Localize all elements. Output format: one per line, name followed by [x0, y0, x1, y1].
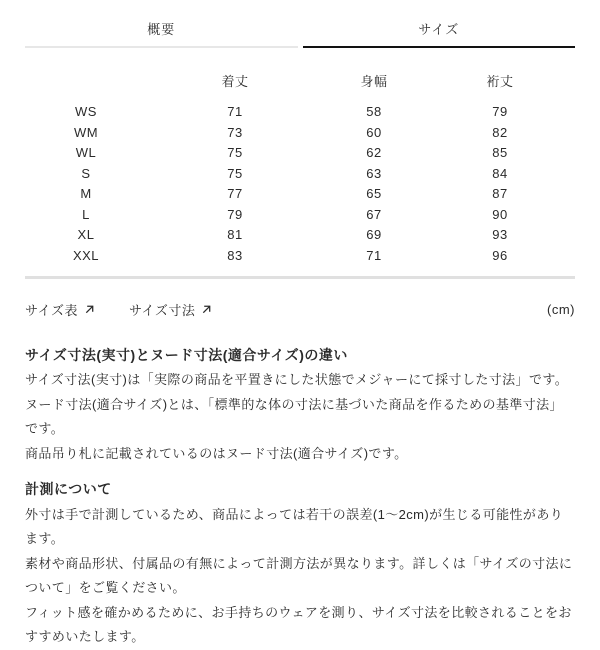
table-row: [25, 143, 575, 164]
size-chart-link[interactable]: [25, 300, 95, 319]
cell-value: 60: [366, 124, 382, 140]
tab-overview[interactable]: [25, 0, 298, 48]
row-size-label: S: [81, 165, 91, 181]
cell-value: 85: [492, 145, 508, 161]
size-dimensions-link[interactable]: [129, 300, 212, 319]
section-paragraph: サイズ寸法(実寸)は「実際の商品を平置きにした状態でメジャーにて採寸した寸法」です。: [25, 372, 569, 387]
table-row: [25, 163, 575, 184]
cell-value: 63: [366, 165, 382, 181]
section-divider: [25, 276, 575, 279]
section-paragraph: 外寸は手で計測しているため、商品によっては若干の誤差(1〜2cm)が生じる可能性があります。: [25, 506, 564, 546]
cell-value: 58: [366, 104, 382, 120]
external-link-arrow-icon: [201, 304, 212, 315]
table-row: [25, 102, 575, 123]
row-size-label: M: [80, 186, 92, 202]
row-size-label: WL: [75, 145, 97, 161]
cell-value: 82: [492, 124, 508, 140]
cell-value: 77: [227, 186, 243, 202]
section-heading: 計測について: [25, 481, 112, 497]
row-size-label: WS: [75, 104, 97, 120]
column-header-body-width: 身幅: [360, 73, 388, 89]
section-heading: サイズ寸法(実寸)とヌード寸法(適合サイズ)の違い: [25, 346, 348, 363]
row-size-label: XXL: [72, 247, 100, 263]
row-size-label: XL: [77, 227, 95, 243]
size-chart-link-label: サイズ表: [25, 302, 78, 318]
size-links-row: [0, 300, 600, 319]
cell-value: 65: [366, 186, 382, 202]
cell-value: 67: [366, 206, 382, 222]
cell-value: 81: [227, 227, 243, 243]
section-paragraph: 商品吊り札に記載されているのはヌード寸法(適合サイズ)です。: [25, 445, 408, 461]
external-link-arrow-icon: [84, 304, 95, 315]
section-measurement: [25, 477, 575, 650]
cell-value: 87: [492, 186, 508, 202]
size-table: [25, 70, 575, 266]
column-header-body-length: 着丈: [221, 73, 249, 89]
column-header-sleeve-length: 裄丈: [486, 73, 514, 89]
cell-value: 62: [366, 145, 382, 161]
cell-value: 83: [227, 247, 243, 263]
cell-value: 84: [492, 165, 508, 181]
cell-value: 75: [227, 165, 243, 181]
cell-value: 75: [227, 145, 243, 161]
size-dimensions-link-label: サイズ寸法: [128, 302, 196, 318]
unit-label: (cm): [547, 301, 575, 317]
table-row: [25, 225, 575, 246]
table-row: [25, 122, 575, 143]
cell-value: 93: [492, 227, 508, 243]
table-row: [25, 204, 575, 225]
tab-size[interactable]: [303, 0, 576, 48]
section-paragraph: 素材や商品形状、付属品の有無によって計測方法が異なります。詳しくは「サイズの寸法について」をご覧ください。: [25, 555, 573, 595]
tab-bar: [0, 0, 600, 48]
cell-value: 79: [227, 206, 243, 222]
tab-overview-label: 概要: [147, 21, 176, 37]
cell-value: 71: [366, 247, 382, 263]
cell-value: 90: [492, 206, 508, 222]
cell-value: 73: [227, 124, 243, 140]
row-size-label: L: [82, 206, 90, 222]
section-paragraph: フィット感を確かめるために、お手持ちのウェアを測り、サイズ寸法を比較されることをおすすめいたします。: [25, 604, 572, 644]
tab-size-label: サイズ: [418, 21, 460, 37]
cell-value: 69: [366, 227, 382, 243]
section-size-vs-nude: [25, 343, 575, 467]
row-size-label: WM: [73, 124, 99, 140]
section-paragraph: ヌード寸法(適合サイズ)とは、「標準的な体の寸法に基づいた商品を作るための基準寸法」です。: [25, 396, 563, 436]
cell-value: 79: [492, 104, 508, 120]
cell-value: 96: [492, 247, 508, 263]
size-table-header-row: [25, 70, 575, 91]
notes: [0, 343, 600, 650]
table-row: [25, 245, 575, 266]
cell-value: 71: [227, 104, 243, 120]
table-row: [25, 184, 575, 205]
